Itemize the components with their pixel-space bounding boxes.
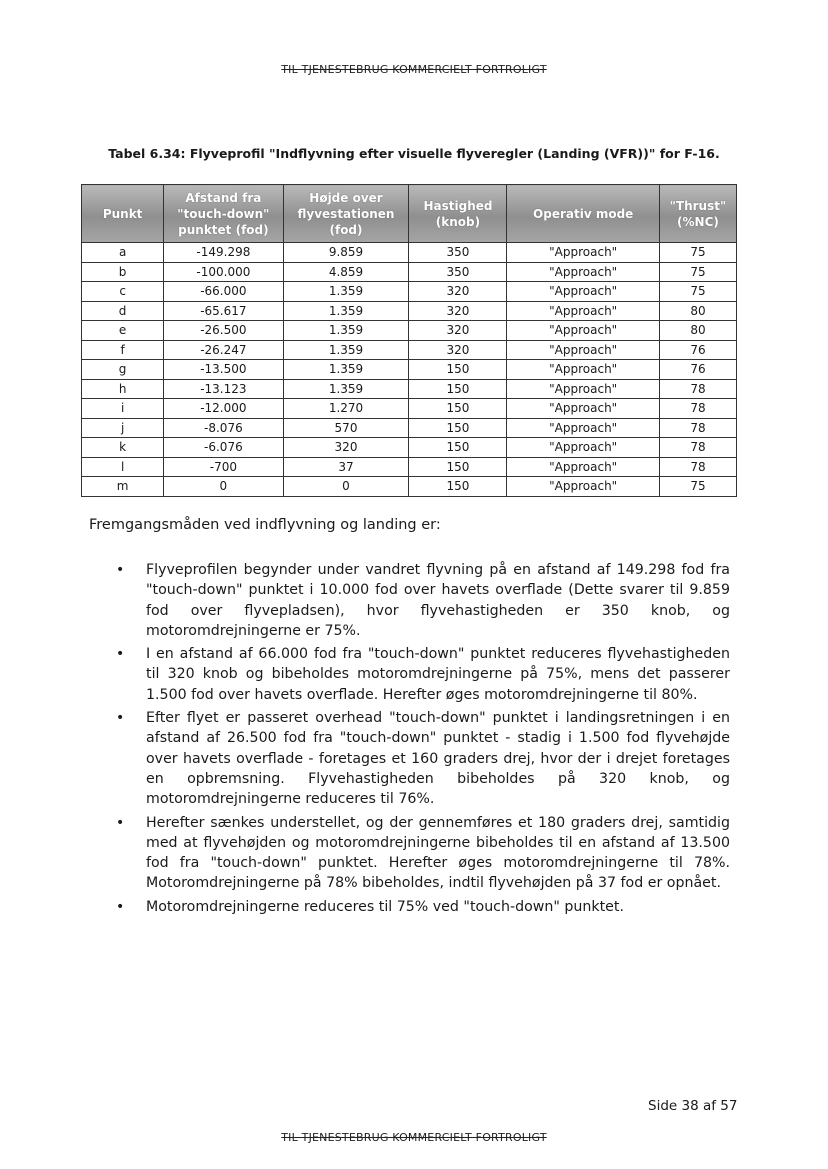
bullet-icon: • <box>116 814 125 831</box>
cell-operativ-mode: "Approach" <box>507 418 659 438</box>
cell-operativ-mode: "Approach" <box>507 360 659 380</box>
cell-thrust: 76 <box>659 340 736 360</box>
cell-hojde: 570 <box>283 418 409 438</box>
cell-thrust: 78 <box>659 418 736 438</box>
cell-punkt: i <box>82 399 164 419</box>
table-row <box>82 282 737 302</box>
table-row <box>82 457 737 477</box>
list-item-text: I en afstand af 66.000 fod fra "touch-down" punktet reduceres flyvehastigheden til 320 knob og bibeholdes motoromdrejningerne på 75%, mens det passerer 1.500 fod over havets overflade. Herefter øges motoromdrejningerne til 80%. <box>146 646 730 703</box>
cell-afstand: -700 <box>164 457 283 477</box>
cell-thrust: 75 <box>659 477 736 497</box>
cell-punkt: g <box>82 360 164 380</box>
cell-hastighed: 150 <box>409 477 507 497</box>
list-item-text: Motoromdrejningerne reduceres til 75% ved "touch-down" punktet. <box>146 898 624 915</box>
cell-operativ-mode: "Approach" <box>507 243 659 263</box>
cell-hastighed: 150 <box>409 438 507 458</box>
flight-profile-table <box>81 184 737 497</box>
cell-thrust: 76 <box>659 360 736 380</box>
cell-hojde: 1.359 <box>283 321 409 341</box>
cell-hojde: 1.359 <box>283 282 409 302</box>
cell-punkt: h <box>82 379 164 399</box>
cell-operativ-mode: "Approach" <box>507 477 659 497</box>
cell-hastighed: 350 <box>409 243 507 263</box>
cell-hastighed: 320 <box>409 321 507 341</box>
cell-hojde: 1.359 <box>283 379 409 399</box>
cell-afstand: -12.000 <box>164 399 283 419</box>
table-row <box>82 262 737 282</box>
cell-operativ-mode: "Approach" <box>507 457 659 477</box>
page-number: Side 38 af 57 <box>648 1098 738 1114</box>
cell-thrust: 75 <box>659 282 736 302</box>
table-body <box>82 243 737 497</box>
list-item-text: Herefter sænkes understellet, og der gennemføres et 180 graders drej, samtidig med at flyvehøjden og motoromdrejningerne bibeholdes til en afstand af 13.500 fod fra "touch-down" punktet. Herefter øges motoromdrejningerne til 78%. Motoromdrejningerne på 78% bibeholdes, indtil flyvehøjden på 37 fod er opnået. <box>146 814 730 892</box>
cell-operativ-mode: "Approach" <box>507 282 659 302</box>
cell-afstand: -13.123 <box>164 379 283 399</box>
header-punkt: Punkt <box>82 185 164 243</box>
cell-hojde: 1.359 <box>283 301 409 321</box>
cell-hastighed: 150 <box>409 379 507 399</box>
cell-punkt: m <box>82 477 164 497</box>
header-afstand: Afstand fra "touch-down" punktet (fod) <box>164 185 283 243</box>
cell-hojde: 37 <box>283 457 409 477</box>
cell-thrust: 80 <box>659 301 736 321</box>
cell-hastighed: 150 <box>409 418 507 438</box>
cell-afstand: -66.000 <box>164 282 283 302</box>
header-operativ-mode: Operativ mode <box>507 185 659 243</box>
cell-afstand: -149.298 <box>164 243 283 263</box>
cell-thrust: 78 <box>659 379 736 399</box>
cell-hastighed: 150 <box>409 457 507 477</box>
cell-hojde: 1.359 <box>283 340 409 360</box>
procedure-list <box>104 560 730 920</box>
header-hojde: Højde over flyvestationen (fod) <box>283 185 409 243</box>
cell-punkt: k <box>82 438 164 458</box>
cell-operativ-mode: "Approach" <box>507 379 659 399</box>
intro-text: Fremgangsmåden ved indflyvning og landing er: <box>89 517 441 533</box>
list-item <box>104 708 730 809</box>
cell-thrust: 78 <box>659 399 736 419</box>
cell-operativ-mode: "Approach" <box>507 321 659 341</box>
cell-afstand: -6.076 <box>164 438 283 458</box>
cell-operativ-mode: "Approach" <box>507 262 659 282</box>
cell-punkt: b <box>82 262 164 282</box>
cell-hastighed: 350 <box>409 262 507 282</box>
cell-operativ-mode: "Approach" <box>507 301 659 321</box>
cell-punkt: e <box>82 321 164 341</box>
cell-afstand: -26.500 <box>164 321 283 341</box>
table-row <box>82 340 737 360</box>
header-thrust: "Thrust" (%NC) <box>659 185 736 243</box>
table-row <box>82 301 737 321</box>
cell-afstand: -8.076 <box>164 418 283 438</box>
cell-hojde: 320 <box>283 438 409 458</box>
table-caption: Tabel 6.34: Flyveprofil "Indflyvning efter visuelle flyveregler (Landing (VFR))" for F-16. <box>108 146 720 161</box>
cell-punkt: f <box>82 340 164 360</box>
cell-thrust: 78 <box>659 438 736 458</box>
cell-hojde: 1.270 <box>283 399 409 419</box>
bullet-icon: • <box>116 646 125 663</box>
cell-afstand: -100.000 <box>164 262 283 282</box>
table-row <box>82 399 737 419</box>
table-row <box>82 360 737 380</box>
list-item <box>104 897 730 917</box>
list-item <box>104 644 730 705</box>
table-row <box>82 477 737 497</box>
table-row <box>82 438 737 458</box>
cell-hastighed: 320 <box>409 301 507 321</box>
cell-punkt: a <box>82 243 164 263</box>
header-hastighed: Hastighed (knob) <box>409 185 507 243</box>
table-row <box>82 418 737 438</box>
list-item-text: Flyveprofilen begynder under vandret flyvning på en afstand af 149.298 fod fra "touch-down" punktet i 10.000 fod over havets overflade (Dette svarer til 9.859 fod over flyvepladsen), hvor flyvehastigheden er 350 knob, og motoromdrejningerne er 75%. <box>146 562 730 639</box>
cell-punkt: l <box>82 457 164 477</box>
cell-afstand: -26.247 <box>164 340 283 360</box>
cell-thrust: 75 <box>659 262 736 282</box>
cell-operativ-mode: "Approach" <box>507 438 659 458</box>
table-header-row <box>82 185 737 243</box>
cell-hastighed: 320 <box>409 282 507 302</box>
cell-afstand: -13.500 <box>164 360 283 380</box>
bullet-icon: • <box>116 562 125 578</box>
cell-hojde: 1.359 <box>283 360 409 380</box>
list-item <box>104 813 730 894</box>
cell-thrust: 78 <box>659 457 736 477</box>
table-row <box>82 243 737 263</box>
cell-afstand: -65.617 <box>164 301 283 321</box>
footer-classification: TIL TJENESTEBRUG KOMMERCIELT FORTROLIGT <box>281 1131 547 1144</box>
cell-hastighed: 150 <box>409 399 507 419</box>
cell-hojde: 0 <box>283 477 409 497</box>
cell-punkt: j <box>82 418 164 438</box>
cell-hojde: 9.859 <box>283 243 409 263</box>
cell-afstand: 0 <box>164 477 283 497</box>
table-row <box>82 321 737 341</box>
bullet-icon: • <box>116 898 125 915</box>
cell-thrust: 80 <box>659 321 736 341</box>
cell-operativ-mode: "Approach" <box>507 399 659 419</box>
bullet-icon: • <box>116 710 125 727</box>
list-item-text: Efter flyet er passeret overhead "touch-down" punktet i landingsretningen i en afstand af 26.500 fod fra "touch-down" punktet - stadig i 1.500 fod flyvehøjde over havets overflade - foretages et 160 graders drej, hvor der i drejet foretages en opbremsning. Flyvehastigheden bibeholdes på 320 knob, og motoromdrejningerne reduceres til 76%. <box>146 710 730 808</box>
cell-thrust: 75 <box>659 243 736 263</box>
cell-hastighed: 320 <box>409 340 507 360</box>
cell-operativ-mode: "Approach" <box>507 340 659 360</box>
table-row <box>82 379 737 399</box>
header-classification: TIL TJENESTEBRUG KOMMERCIELT FORTROLIGT <box>281 63 547 76</box>
cell-punkt: c <box>82 282 164 302</box>
list-item <box>104 560 730 641</box>
cell-hastighed: 150 <box>409 360 507 380</box>
cell-punkt: d <box>82 301 164 321</box>
cell-hojde: 4.859 <box>283 262 409 282</box>
